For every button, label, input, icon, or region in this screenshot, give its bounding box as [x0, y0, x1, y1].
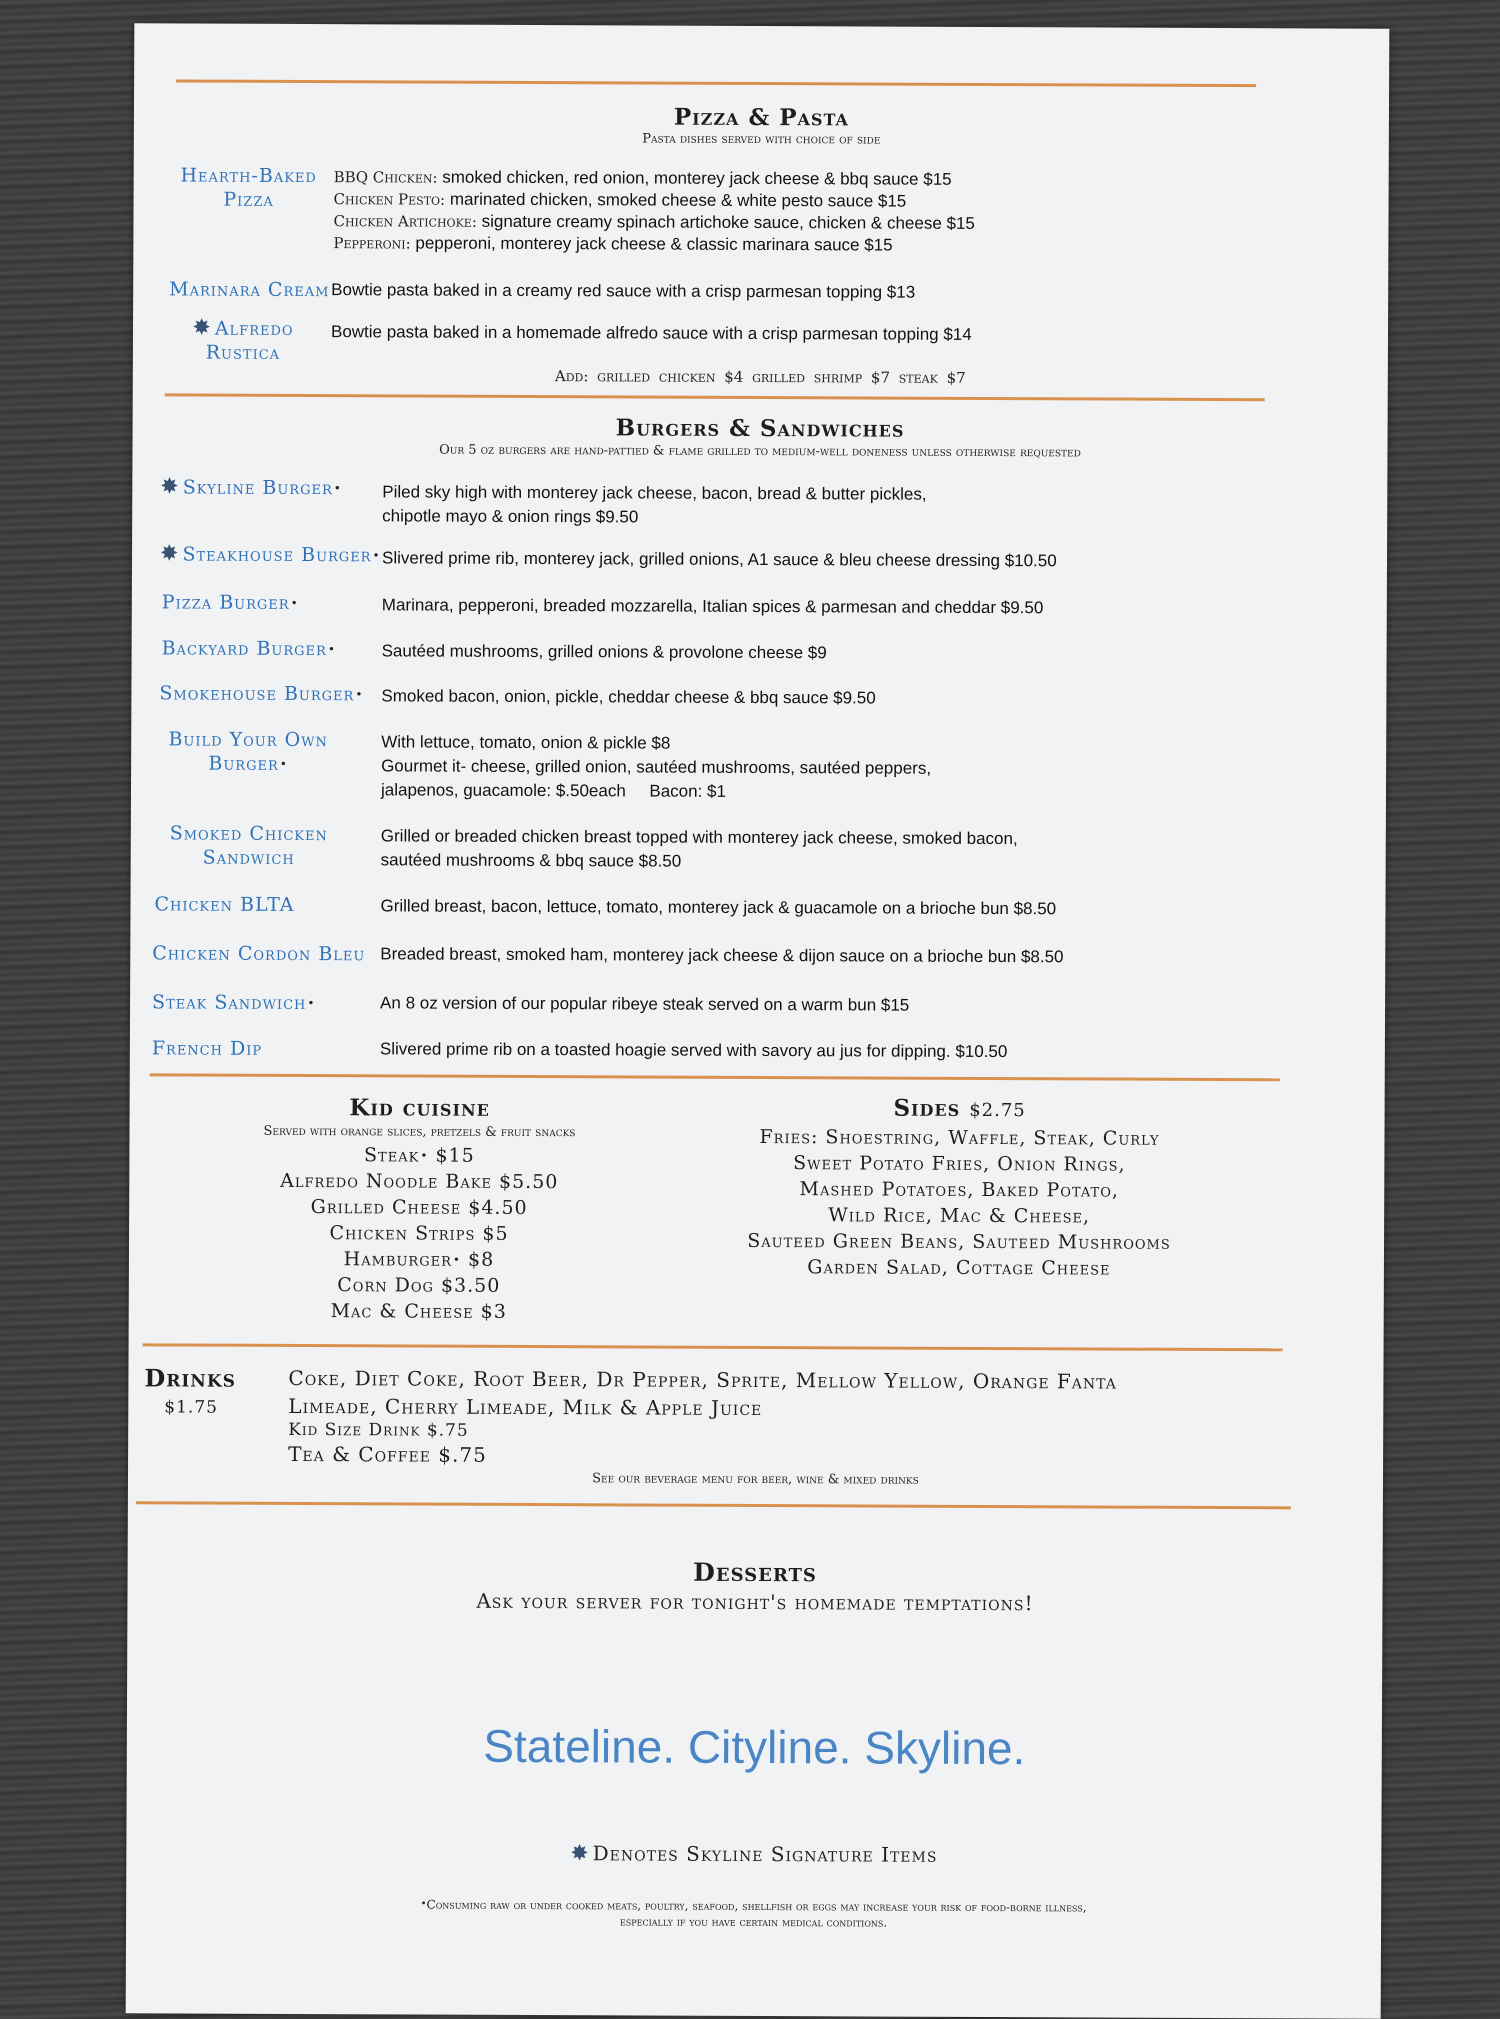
item-name-text: Smokehouse Burger	[159, 682, 355, 706]
sides-line: Fries: Shoestring, Waffle, Steak, Curly	[759, 1126, 1160, 1150]
tea-coffee-line: Tea & Coffee $.75	[288, 1441, 487, 1467]
disclaimer-line: especially if you have certain medical conditions.	[619, 1914, 888, 1930]
item-name-marinara-cream: Marinara Cream	[169, 278, 330, 302]
section-subtitle-kid-cuisine: Served with orange slices, pretzels & fruit snacks	[263, 1123, 576, 1141]
desserts-subtitle: Ask your server for tonight's homemade temptations!	[476, 1588, 1034, 1616]
sides-line: Mashed Potatoes, Baked Potato,	[799, 1178, 1119, 1202]
item-desc-chicken-cordon-bleu: Breaded breast, smoked ham, monterey jack cheese & dijon sauce on a brioche bun $8.50	[380, 944, 1064, 967]
pizza-name: Chicken Pesto:	[333, 190, 446, 209]
kid-item: Chicken Strips $5	[329, 1222, 509, 1245]
item-desc-line: sautéed mushrooms & bbq sauce $8.50	[380, 850, 682, 871]
item-name-line	[153, 751, 343, 776]
pizza-desc: pepperoni, monterey jack cheese & classic marinara sauce $15	[410, 233, 893, 255]
raw-warning-mark: •	[307, 996, 316, 1011]
kid-drink-line: Kid Size Drink $.75	[288, 1419, 469, 1441]
item-name-alfredo-rustica	[163, 316, 323, 365]
item-name-smokehouse-burger	[159, 681, 363, 706]
item-name-chicken-blta: Chicken BLTA	[154, 893, 295, 916]
sides-price: $2.75	[969, 1099, 1026, 1122]
disclaimer-text: Consuming raw or under cooked meats, poultry, seafood, shellfish or eggs may increase your risk of food-borne illness,	[426, 1897, 1087, 1915]
raw-warning-mark: •	[279, 756, 288, 771]
kid-item-name: Steak	[364, 1144, 420, 1167]
kid-item-price: $8	[467, 1248, 495, 1271]
section-title-desserts: Desserts	[693, 1557, 818, 1588]
pizza-name: Pepperoni:	[333, 234, 411, 253]
item-name-backyard-burger	[162, 636, 336, 661]
sides-line: Sweet Potato Fries, Onion Rings,	[793, 1152, 1126, 1176]
item-name-chicken-cordon-bleu: Chicken Cordon Bleu	[152, 942, 366, 966]
item-name-text: Skyline Burger	[182, 476, 333, 500]
divider	[176, 79, 1256, 87]
item-name-french-dip: French Dip	[151, 1037, 263, 1060]
kid-item	[169, 1141, 669, 1169]
section-subtitle-pizza-pasta: Pasta dishes served with choice of side	[642, 131, 881, 148]
drinks-list-line: Limeade, Cherry Limeade, Milk & Apple Juice	[288, 1393, 763, 1421]
item-desc-steakhouse-burger: Slivered prime rib, monterey jack, grilled onions, A1 sauce & bleu cheese dressing $10.50	[381, 548, 1057, 571]
item-desc-smokehouse-burger: Smoked bacon, onion, pickle, cheddar cheese & bbq sauce $9.50	[381, 686, 876, 708]
pizza-name: BBQ Chicken:	[333, 168, 438, 187]
item-name-text: Steak Sandwich	[152, 991, 307, 1015]
item-desc-line: With lettuce, tomato, onion & pickle $8	[381, 732, 671, 753]
signature-star-icon: ✸	[570, 1841, 590, 1867]
item-desc-french-dip: Slivered prime rib on a toasted hoagie served with savory au jus for dipping. $10.50	[379, 1039, 1008, 1062]
pizza-desc: smoked chicken, red onion, monterey jack cheese & bbq sauce $15	[437, 167, 952, 189]
pizza-desc: marinated chicken, smoked cheese & white pesto sauce $15	[445, 189, 907, 211]
drinks-note: See our beverage menu for beer, wine & mixed drinks	[592, 1471, 919, 1488]
item-name-text: Pizza Burger	[161, 591, 290, 614]
section-title-kid-cuisine: Kid cuisine	[349, 1094, 490, 1122]
divider	[136, 1501, 1291, 1509]
signature-star-icon: ✸	[192, 315, 212, 341]
sides-line: Wild Rice, Mac & Cheese,	[828, 1204, 1091, 1228]
item-desc-alfredo-rustica: Bowtie pasta baked in a homemade alfredo sauce with a crisp parmesan topping $14	[330, 322, 972, 344]
pizza-row	[333, 232, 974, 257]
item-name-pizza-burger	[162, 590, 299, 615]
item-desc-pizza-burger: Marinara, pepperoni, breaded mozzarella, Italian spices & parmesan and cheddar $9.50	[381, 595, 1044, 618]
section-title-sides	[690, 1094, 1230, 1123]
item-desc-marinara-cream: Bowtie pasta baked in a creamy red sauce with a crisp parmesan topping $13	[331, 280, 916, 302]
item-desc-backyard-burger: Sautéed mushrooms, grilled onions & provolone cheese $9	[381, 641, 827, 663]
item-desc-line: Grilled or breaded chicken breast topped with monterey jack cheese, smoked bacon,	[380, 826, 1018, 849]
menu-page	[126, 23, 1390, 2018]
kid-item-name: Hamburger	[343, 1248, 452, 1271]
sides-list	[689, 1124, 1230, 1282]
divider	[143, 1343, 1283, 1351]
item-name-line: Pizza	[223, 188, 274, 211]
sides-title-text: Sides	[893, 1094, 961, 1122]
item-desc-steak-sandwich: An 8 oz version of our popular ribeye steak served on a warm bun $15	[380, 993, 910, 1015]
item-name-line: Hearth-Baked	[180, 164, 317, 188]
item-desc-line: chipotle mayo & onion rings $9.50	[382, 506, 639, 527]
item-name-smoked-chicken-sandwich	[149, 821, 349, 870]
raw-warning-mark: •	[333, 481, 342, 496]
kid-item-price: $15	[435, 1144, 475, 1167]
raw-warning-mark: •	[372, 548, 381, 563]
raw-warning-mark: •	[420, 1898, 427, 1910]
section-title-pizza-pasta: Pizza & Pasta	[673, 103, 850, 132]
signature-star-icon: ✸	[160, 474, 180, 500]
item-desc-line: Gourmet it- cheese, grilled onion, sautéed mushrooms, sautéed peppers,	[381, 756, 932, 778]
item-desc-chicken-blta: Grilled breast, bacon, lettuce, tomato, monterey jack & guacamole on a brioche bun $8.50	[380, 896, 1057, 919]
signature-legend	[126, 1839, 1381, 1869]
item-name-line: Smoked Chicken	[169, 822, 328, 846]
food-safety-disclaimer	[276, 1896, 1231, 1932]
item-name-build-your-own-burger	[153, 727, 343, 776]
raw-warning-mark: •	[327, 642, 336, 657]
kid-item	[169, 1245, 669, 1273]
divider	[165, 393, 1265, 401]
item-name-text: Alfredo	[214, 317, 294, 340]
add-ons-line: Add: grilled chicken $4 grilled shrimp $7 steak $7	[554, 367, 966, 387]
raw-warning-mark: •	[290, 595, 299, 610]
raw-warning-mark: •	[420, 1148, 429, 1163]
item-desc-smoked-chicken-sandwich	[381, 824, 1018, 875]
kid-menu-list	[169, 1141, 670, 1325]
slogan: Stateline. Cityline. Skyline.	[483, 1719, 1026, 1775]
section-title-burgers: Burgers & Sandwiches	[615, 414, 905, 443]
item-desc-line: jalapenos, guacamole: $.50each Bacon: $1	[380, 780, 727, 801]
item-name-line	[163, 316, 323, 341]
kid-item: Grilled Cheese $4.50	[310, 1196, 528, 1219]
signature-legend-text: Denotes Skyline Signature Items	[592, 1841, 938, 1867]
pizza-row	[333, 210, 974, 235]
signature-star-icon: ✸	[159, 541, 180, 567]
divider	[150, 1073, 1280, 1081]
item-name-hearth-baked-pizza	[164, 163, 334, 212]
pizza-list	[333, 166, 975, 257]
item-name-text: Backyard Burger	[161, 637, 327, 661]
item-name-skyline-burger	[160, 475, 342, 500]
raw-warning-mark: •	[452, 1252, 462, 1267]
pizza-row	[334, 188, 975, 213]
item-name-line: Rustica	[205, 341, 281, 364]
item-name-steak-sandwich	[152, 990, 315, 1015]
item-name-steakhouse-burger	[160, 542, 381, 567]
drinks-price: $1.75	[164, 1397, 219, 1418]
pizza-desc: signature creamy spinach artichoke sauce, chicken & cheese $15	[476, 211, 975, 233]
item-name-line: Sandwich	[202, 846, 295, 869]
kid-item: Mac & Cheese $3	[330, 1300, 507, 1323]
item-desc-skyline-burger	[382, 480, 927, 530]
item-name-text: Steakhouse Burger	[182, 543, 372, 567]
sides-line: Garden Salad, Cottage Cheese	[807, 1256, 1111, 1280]
section-title-drinks: Drinks	[144, 1363, 236, 1393]
item-name-text: Burger	[208, 752, 279, 775]
pizza-row	[334, 166, 975, 191]
item-desc-build-your-own-burger	[381, 730, 931, 804]
sides-line: Sauteed Green Beans, Sauteed Mushrooms	[747, 1229, 1171, 1254]
item-name-line: Build Your Own	[168, 728, 328, 752]
raw-warning-mark: •	[355, 687, 364, 702]
item-desc-line: Piled sky high with monterey jack cheese, bacon, bread & butter pickles,	[382, 482, 927, 504]
kid-item: Corn Dog $3.50	[337, 1274, 501, 1297]
drinks-list-line: Coke, Diet Coke, Root Beer, Dr Pepper, Sprite, Mellow Yellow, Orange Fanta	[288, 1365, 1117, 1394]
kid-item: Alfredo Noodle Bake $5.50	[280, 1169, 559, 1194]
pizza-name: Chicken Artichoke:	[333, 212, 477, 231]
section-subtitle-burgers: Our 5 oz burgers are hand-pattied & flame grilled to medium-well doneness unless otherwise requested	[439, 442, 1081, 461]
